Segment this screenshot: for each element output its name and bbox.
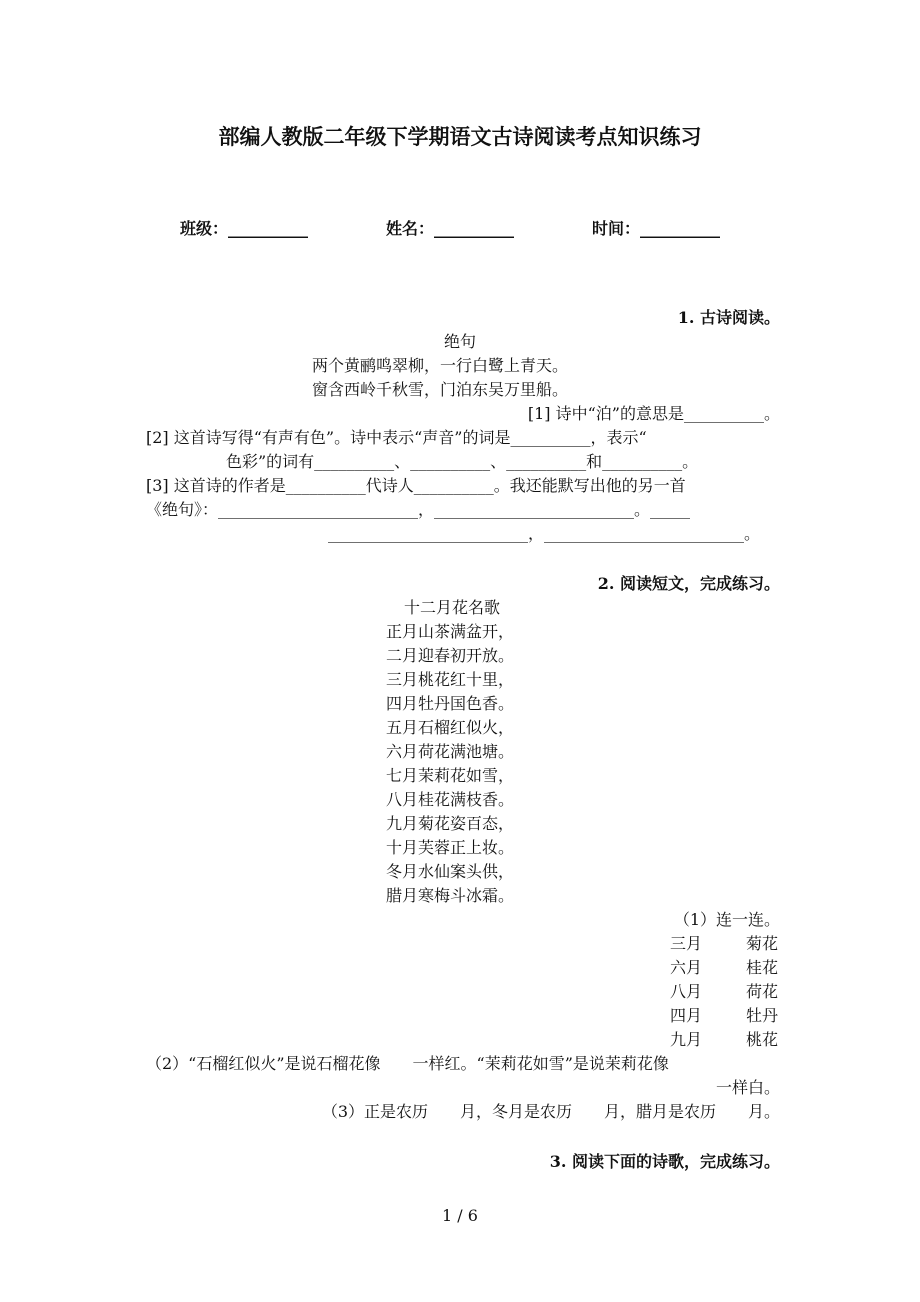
q1-poem-line-2: 窗含西岭千秋雪，门泊东吴万里船。: [312, 380, 569, 399]
match-flower-1: 菊花: [746, 934, 779, 953]
q2-poem-title: 十二月花名歌: [404, 598, 501, 617]
q1-item-3-cont-2: _________________________，_________________________。: [328, 524, 761, 543]
q1-poem-title: 绝句: [443, 332, 476, 351]
q1-item-2: [2] 这首诗写得“有声有色”。诗中表示“声音”的词是__________，表示“: [146, 428, 647, 447]
q2-poem-line-12: 腊月寒梅斗冰霜。: [386, 886, 515, 905]
match-month-5: 九月: [670, 1030, 703, 1049]
q1-heading: 1. 古诗阅读。: [677, 308, 780, 327]
q2-poem-line-3: 三月桃花红十里，: [386, 670, 515, 689]
q2-sub2-line-2: 一样白。: [715, 1078, 780, 1097]
page-title: 部编人教版二年级下学期语文古诗阅读考点知识练习: [218, 124, 702, 149]
q2-poem-line-6: 六月荷花满池塘。: [386, 742, 515, 761]
q2-poem-line-10: 十月芙蓉正上妆。: [386, 838, 515, 857]
q2-sub1-label: （1）连一连。: [673, 910, 780, 929]
q2-poem-line-11: 冬月水仙案头供，: [386, 862, 515, 881]
q2-poem-line-8: 八月桂花满枝香。: [386, 790, 515, 809]
q1-item-3-cont: 《绝句》：_________________________，_________________________。_____: [146, 500, 691, 519]
q2-poem-line-4: 四月牡丹国色香。: [386, 694, 515, 713]
q2-poem-line-5: 五月石榴红似火，: [386, 718, 515, 737]
q2-poem-line-7: 七月茉莉花如雪，: [386, 766, 515, 785]
match-month-4: 四月: [670, 1006, 703, 1025]
q3-heading: 3. 阅读下面的诗歌，完成练习。: [549, 1152, 780, 1171]
time-field: 时间：__________: [592, 219, 721, 238]
match-month-1: 三月: [670, 934, 703, 953]
q1-item-3: [3] 这首诗的作者是__________代诗人__________。我还能默写出他的另一首: [146, 476, 686, 495]
match-flower-5: 桃花: [746, 1030, 779, 1049]
match-flower-2: 桂花: [746, 958, 779, 977]
match-month-2: 六月: [670, 958, 703, 977]
q2-poem-line-9: 九月菊花姿百态，: [386, 814, 515, 833]
page-number: 1 / 6: [442, 1206, 478, 1225]
q2-sub2-line-1: （2）“石榴红似火”是说石榴花像 一样红。“茉莉花如雪”是说茉莉花像: [146, 1054, 669, 1073]
match-month-3: 八月: [670, 982, 703, 1001]
q2-sub3: （3）正是农历 月，冬月是农历 月，腊月是农历 月。: [321, 1102, 780, 1121]
q1-item-2-cont: 色彩”的词有__________、__________、__________和__________。: [226, 452, 699, 471]
match-flower-4: 牡丹: [746, 1006, 779, 1025]
q1-item-1: [1] 诗中“泊”的意思是__________。: [527, 404, 780, 423]
match-flower-3: 荷花: [746, 982, 779, 1001]
q2-heading: 2. 阅读短文，完成练习。: [597, 574, 780, 593]
q2-poem-line-1: 正月山茶满盆开，: [386, 622, 515, 641]
class-field: 班级：__________: [180, 219, 309, 238]
q2-poem-line-2: 二月迎春初开放。: [386, 646, 515, 665]
q1-poem-line-1: 两个黄鹂鸣翠柳，一行白鹭上青天。: [312, 356, 569, 375]
name-field: 姓名：__________: [386, 219, 515, 238]
